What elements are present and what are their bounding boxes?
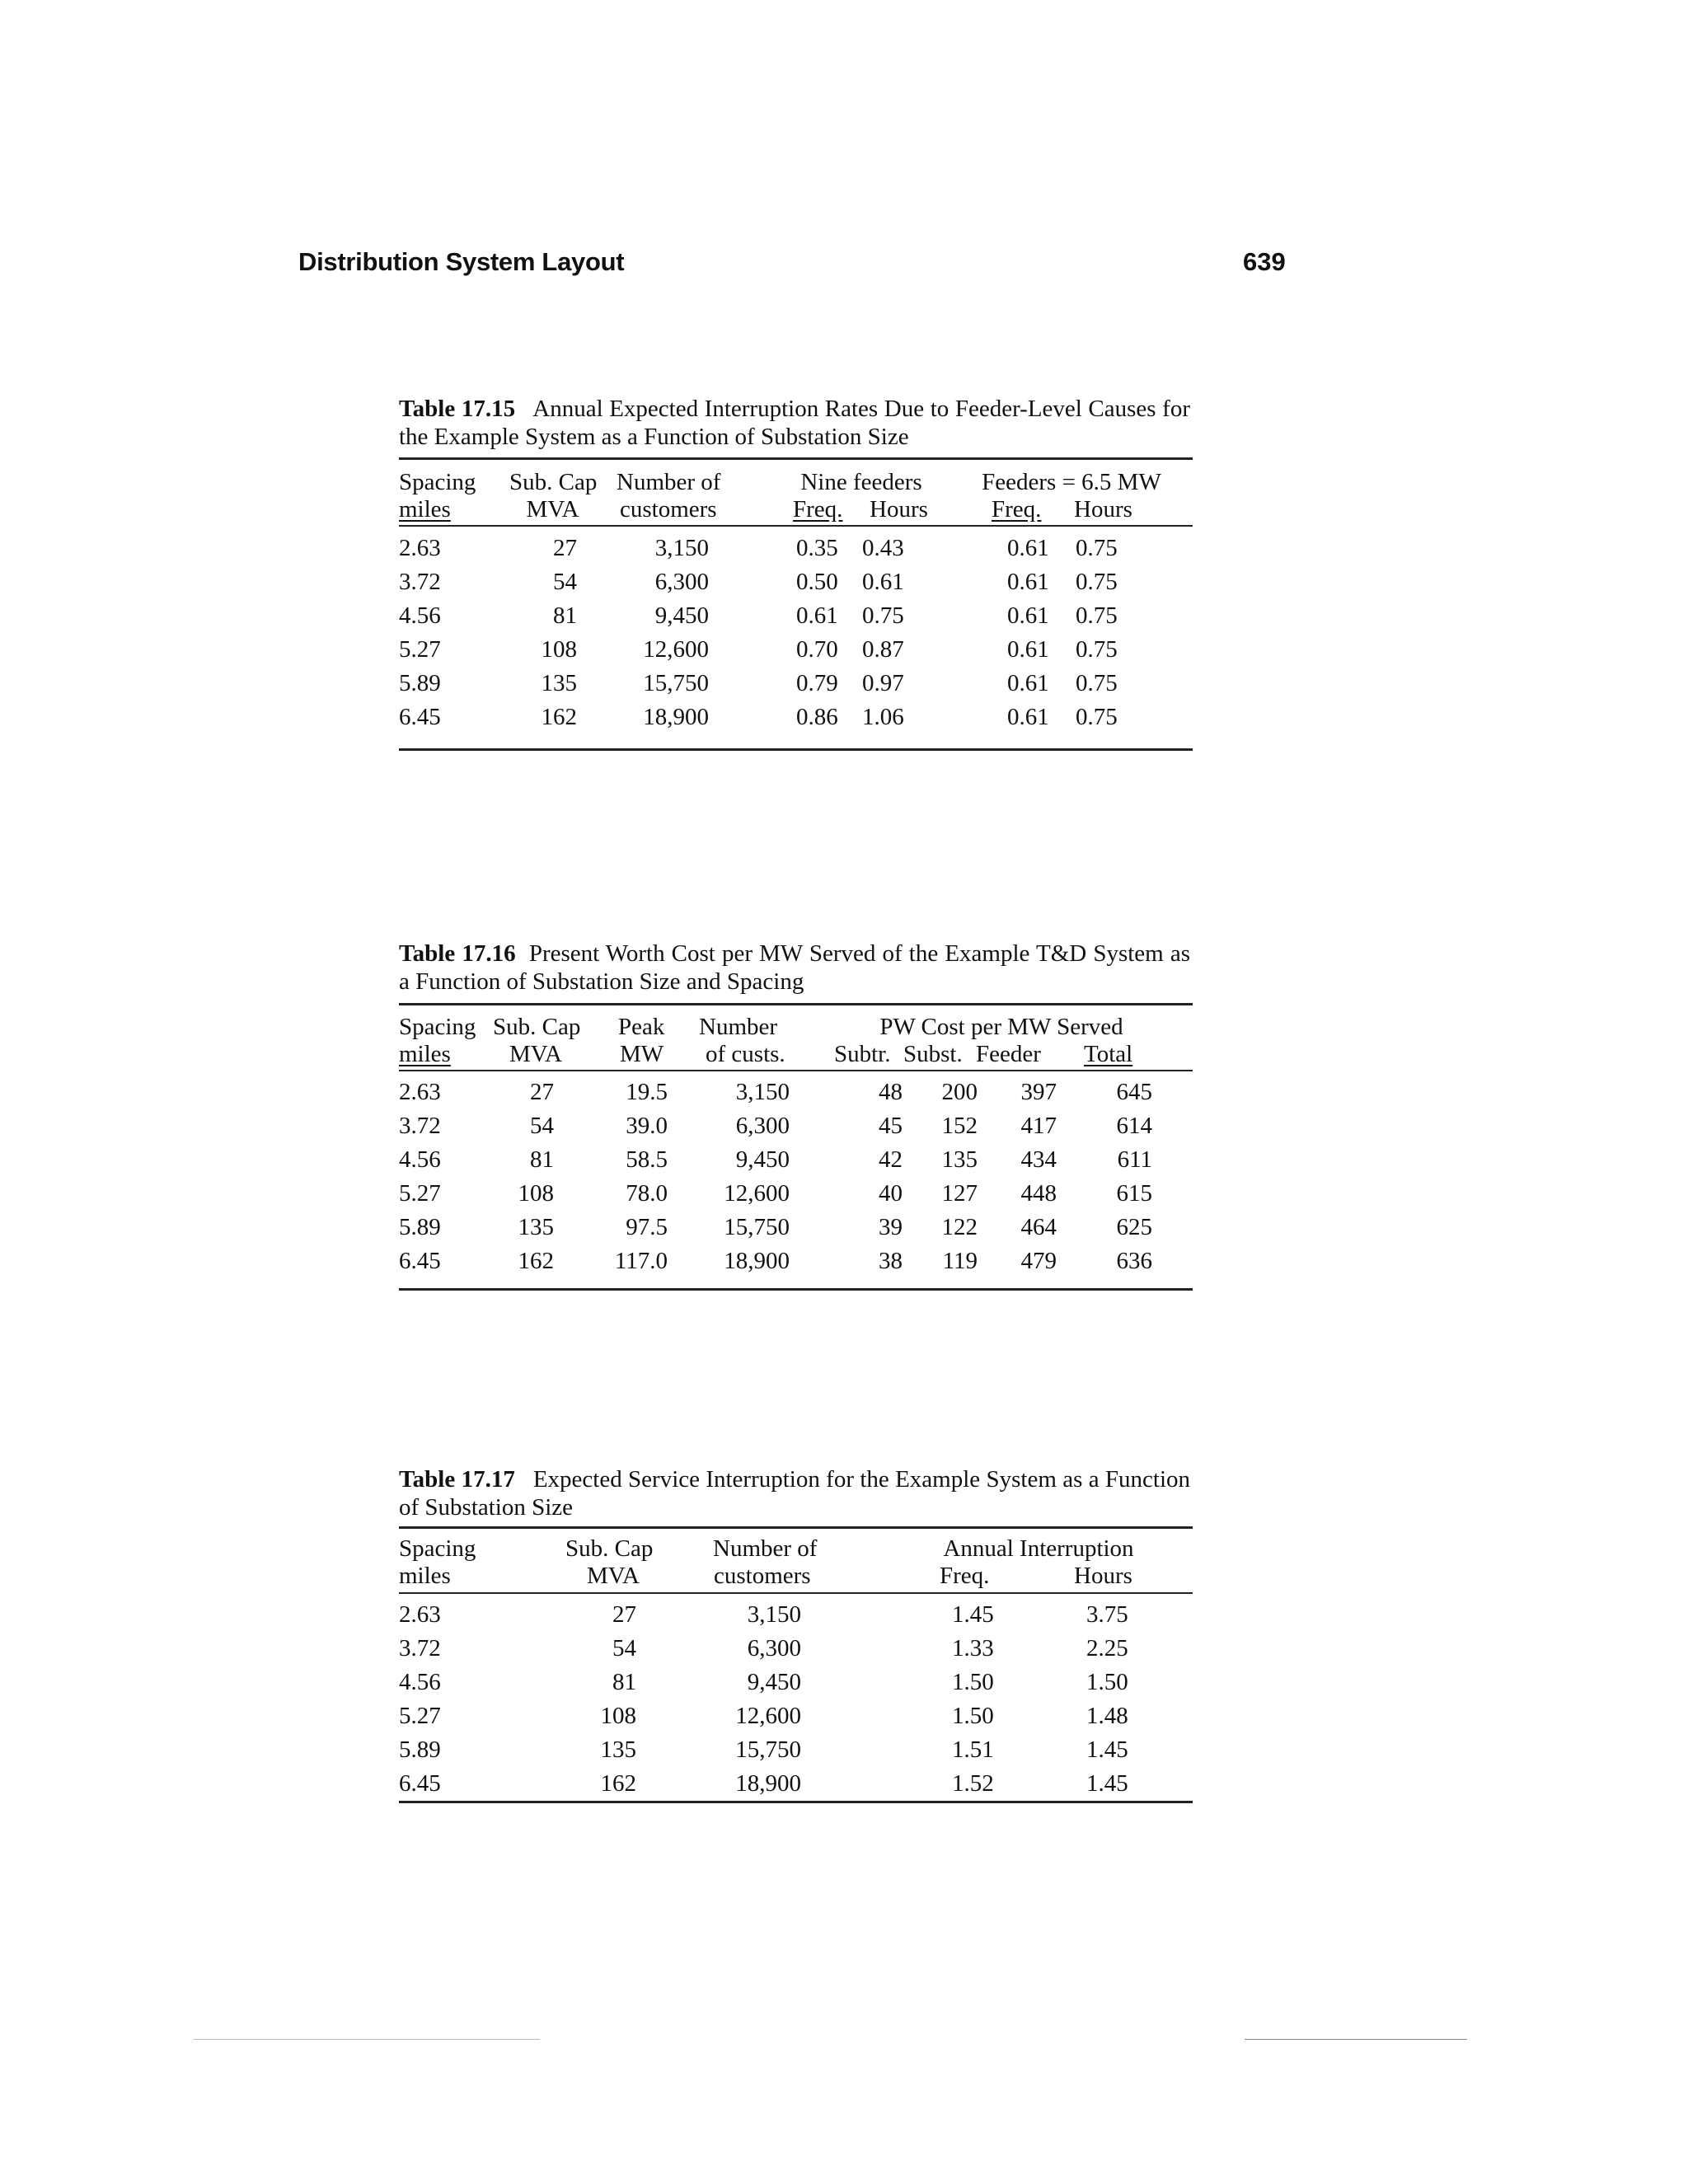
table-cell: 135 — [541, 670, 577, 696]
table-cell: 1.50 — [1086, 1669, 1128, 1695]
table-cell: 15,750 — [724, 1214, 790, 1240]
table-cell: 108 — [600, 1703, 636, 1729]
table-cell: 3.75 — [1086, 1601, 1128, 1628]
table-cell: 0.75 — [1076, 535, 1118, 561]
table-cell: 18,900 — [735, 1770, 801, 1797]
table-cell: 0.75 — [1076, 569, 1118, 595]
table-caption-text: Present Worth Cost per MW Served of the Example T&D System as a Function of Substation Size and Spacing — [399, 940, 1190, 995]
col-header-subcap: Sub. Cap — [493, 1014, 581, 1040]
table-cell: 3.72 — [399, 1635, 441, 1661]
table-cell: 27 — [530, 1079, 554, 1105]
table-cell: 0.61 — [796, 602, 838, 629]
table-cell: 97.5 — [626, 1214, 668, 1240]
table-cell: 0.86 — [796, 704, 838, 730]
col-header-peak-unit: MW — [620, 1041, 664, 1067]
table-cell: 12,600 — [643, 636, 709, 663]
col-header-total: Total — [1084, 1041, 1133, 1067]
table-top-rule — [399, 1003, 1193, 1005]
table-cell: 1.52 — [952, 1770, 994, 1797]
table-caption-text: Annual Expected Interruption Rates Due to Feeder-Level Causes for the Example System as a Function of Substation Size — [399, 396, 1190, 450]
table-cell: 5.27 — [399, 1180, 441, 1207]
page-number: 639 — [1243, 247, 1286, 276]
table-cell: 5.89 — [399, 670, 441, 696]
table-cell: 3,150 — [735, 1079, 790, 1105]
table-cell: 0.61 — [862, 569, 904, 595]
table-cell: 127 — [941, 1180, 978, 1207]
table-cell: 152 — [941, 1113, 978, 1139]
table-cell: 135 — [518, 1214, 554, 1240]
table-cell: 9,450 — [735, 1146, 790, 1173]
table-cell: 0.79 — [796, 670, 838, 696]
col-header-feeder: Feeder — [976, 1041, 1041, 1067]
col-header-spacing: Spacing — [399, 1014, 476, 1040]
table-cell: 1.45 — [952, 1601, 994, 1628]
table-cell: 6.45 — [399, 1248, 441, 1274]
table-cell: 48 — [879, 1079, 903, 1105]
table-header-rule — [399, 1592, 1193, 1594]
table-cell: 19.5 — [626, 1079, 668, 1105]
col-header-hours: Hours — [1074, 1563, 1132, 1589]
table-cell: 6.45 — [399, 1770, 441, 1797]
table-cell: 615 — [1116, 1180, 1152, 1207]
table-cell: 5.27 — [399, 636, 441, 663]
col-header-subcap-unit: MVA — [526, 496, 579, 523]
table-cell: 1.45 — [1086, 1736, 1128, 1763]
col-header-subcap-unit: MVA — [509, 1041, 562, 1067]
running-header-title: Distribution System Layout — [298, 247, 625, 276]
table-top-rule — [399, 1526, 1193, 1529]
table-cell: 0.87 — [862, 636, 904, 663]
col-header-freq: Freq. — [940, 1563, 990, 1589]
table-cell: 18,900 — [643, 704, 709, 730]
table-caption-text: Expected Service Interruption for the Example System as a Function of Substation Size — [399, 1466, 1191, 1521]
table-cell: 0.75 — [1076, 670, 1118, 696]
table-cell: 135 — [600, 1736, 636, 1763]
table-cell: 18,900 — [724, 1248, 790, 1274]
table-cell: 1.50 — [952, 1703, 994, 1729]
col-header-number: Number — [699, 1014, 778, 1040]
table-label: Table 17.16 — [399, 940, 516, 967]
table-cell: 3,150 — [654, 535, 709, 561]
table-cell: 0.50 — [796, 569, 838, 595]
table-cell: 4.56 — [399, 1146, 441, 1173]
table-cell: 108 — [541, 636, 577, 663]
table-cell: 448 — [1020, 1180, 1057, 1207]
table-cell: 434 — [1020, 1146, 1057, 1173]
table-cell: 0.75 — [1076, 704, 1118, 730]
table-cell: 2.63 — [399, 1079, 441, 1105]
table-cell: 0.43 — [862, 535, 904, 561]
table-cell: 2.63 — [399, 1601, 441, 1628]
table-cell: 3.72 — [399, 1113, 441, 1139]
table-cell: 119 — [942, 1248, 978, 1274]
table-cell: 81 — [530, 1146, 554, 1173]
table-cell: 5.27 — [399, 1703, 441, 1729]
col-header-customers-unit: customers — [620, 496, 717, 523]
col-group-feeders-6-5: Feeders = 6.5 MW — [982, 469, 1161, 495]
table-cell: 6,300 — [735, 1113, 790, 1139]
table-cell: 2.25 — [1086, 1635, 1128, 1661]
col-header-number-unit: of custs. — [706, 1041, 785, 1067]
table-cell: 2.63 — [399, 535, 441, 561]
col-header-freq: Freq. — [793, 496, 843, 523]
table-cell: 1.33 — [952, 1635, 994, 1661]
table-cell: 38 — [879, 1248, 903, 1274]
col-header-spacing: Spacing — [399, 469, 476, 495]
col-header-spacing-unit: miles — [399, 1563, 451, 1589]
table-cell: 479 — [1020, 1248, 1057, 1274]
col-header-hours: Hours — [870, 496, 928, 523]
col-header-spacing: Spacing — [399, 1535, 476, 1562]
table-top-rule — [399, 457, 1193, 460]
table-cell: 3.72 — [399, 569, 441, 595]
table-cell: 397 — [1020, 1079, 1057, 1105]
col-header-subtr: Subtr. — [834, 1041, 891, 1067]
table-cell: 27 — [612, 1601, 636, 1628]
table-cell: 0.61 — [1007, 535, 1049, 561]
table-cell: 58.5 — [626, 1146, 668, 1173]
col-header-peak: Peak — [618, 1014, 665, 1040]
table-cell: 0.70 — [796, 636, 838, 663]
table-cell: 1.45 — [1086, 1770, 1128, 1797]
col-header-subcap: Sub. Cap — [509, 469, 598, 495]
table-cell: 162 — [600, 1770, 636, 1797]
table-cell: 636 — [1116, 1248, 1152, 1274]
table-cell: 611 — [1117, 1146, 1152, 1173]
table-bottom-rule — [399, 1288, 1193, 1291]
scan-artifact-line — [194, 2039, 540, 2040]
table-cell: 54 — [530, 1113, 554, 1139]
col-header-subcap: Sub. Cap — [565, 1535, 654, 1562]
table-cell: 0.61 — [1007, 704, 1049, 730]
col-header-subst: Subst. — [903, 1041, 963, 1067]
table-cell: 645 — [1116, 1079, 1152, 1105]
table-cell: 6.45 — [399, 704, 441, 730]
table-cell: 0.61 — [1007, 636, 1049, 663]
table-cell: 0.75 — [1076, 636, 1118, 663]
table-label: Table 17.15 — [399, 396, 516, 422]
table-cell: 0.75 — [862, 602, 904, 629]
table-cell: 122 — [941, 1214, 978, 1240]
table-cell: 1.50 — [952, 1669, 994, 1695]
table-cell: 1.48 — [1086, 1703, 1128, 1729]
table-header-rule — [399, 1070, 1193, 1071]
table-cell: 40 — [879, 1180, 903, 1207]
table-cell: 81 — [553, 602, 577, 629]
table-cell: 9,450 — [654, 602, 709, 629]
table-cell: 1.06 — [862, 704, 904, 730]
col-header-spacing-unit: miles — [399, 496, 451, 523]
table-cell: 0.61 — [1007, 569, 1049, 595]
table-cell: 0.35 — [796, 535, 838, 561]
scan-artifact-line — [1245, 2039, 1467, 2040]
table-cell: 0.61 — [1007, 670, 1049, 696]
table-cell: 464 — [1020, 1214, 1057, 1240]
table-cell: 54 — [612, 1635, 636, 1661]
table-cell: 4.56 — [399, 1669, 441, 1695]
table-cell: 39 — [879, 1214, 903, 1240]
table-cell: 135 — [941, 1146, 978, 1173]
col-header-subcap-unit: MVA — [587, 1563, 640, 1589]
table-cell: 0.75 — [1076, 602, 1118, 629]
col-header-hours: Hours — [1074, 496, 1132, 523]
table-cell: 12,600 — [735, 1703, 801, 1729]
table-label: Table 17.17 — [399, 1466, 515, 1493]
table-cell: 54 — [553, 569, 577, 595]
col-header-spacing-unit: miles — [399, 1041, 451, 1067]
table-cell: 4.56 — [399, 602, 441, 629]
table-cell: 15,750 — [643, 670, 709, 696]
table-cell: 9,450 — [747, 1669, 801, 1695]
table-cell: 1.51 — [952, 1736, 994, 1763]
table-cell: 108 — [518, 1180, 554, 1207]
col-group-annual-interruption: Annual Interruption — [943, 1535, 1134, 1562]
table-17-16-caption — [399, 940, 1190, 996]
table-cell: 81 — [612, 1669, 636, 1695]
table-cell: 0.61 — [1007, 602, 1049, 629]
col-header-customers: Number of — [713, 1535, 818, 1562]
table-cell: 42 — [879, 1146, 903, 1173]
col-header-freq: Freq. — [992, 496, 1042, 523]
table-cell: 162 — [541, 704, 577, 730]
table-cell: 0.97 — [862, 670, 904, 696]
table-cell: 12,600 — [724, 1180, 790, 1207]
table-cell: 5.89 — [399, 1736, 441, 1763]
table-cell: 614 — [1116, 1113, 1152, 1139]
table-cell: 3,150 — [747, 1601, 801, 1628]
table-cell: 45 — [879, 1113, 903, 1139]
table-cell: 117.0 — [614, 1248, 668, 1274]
table-cell: 6,300 — [747, 1635, 801, 1661]
table-cell: 5.89 — [399, 1214, 441, 1240]
col-group-pw-cost: PW Cost per MW Served — [879, 1014, 1123, 1040]
table-cell: 27 — [553, 535, 577, 561]
table-cell: 78.0 — [626, 1180, 668, 1207]
col-header-customers: Number of — [617, 469, 721, 495]
table-cell: 39.0 — [626, 1113, 668, 1139]
table-cell: 15,750 — [735, 1736, 801, 1763]
table-cell: 625 — [1116, 1214, 1152, 1240]
table-17-17-caption — [399, 1465, 1190, 1521]
table-header-rule — [399, 525, 1193, 527]
table-cell: 417 — [1020, 1113, 1057, 1139]
table-cell: 162 — [518, 1248, 554, 1274]
col-group-nine-feeders: Nine feeders — [800, 469, 922, 495]
table-bottom-rule — [399, 748, 1193, 751]
table-cell: 6,300 — [654, 569, 709, 595]
table-17-15-caption — [399, 395, 1190, 451]
table-bottom-rule — [399, 1801, 1193, 1803]
col-header-customers-unit: customers — [714, 1563, 811, 1589]
table-cell: 200 — [941, 1079, 978, 1105]
